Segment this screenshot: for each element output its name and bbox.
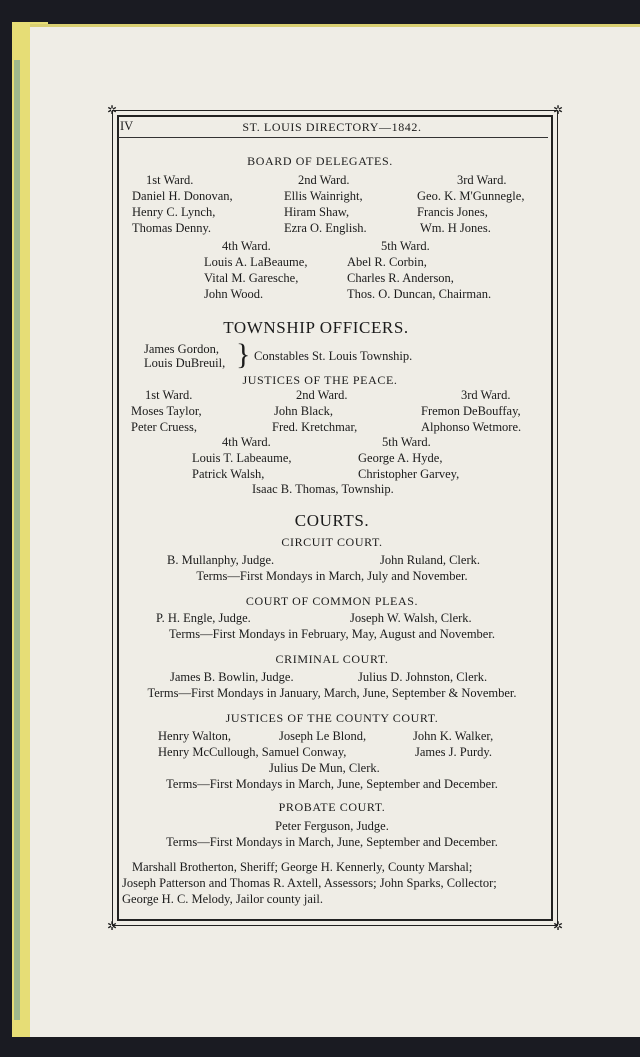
delegate: John Wood. xyxy=(204,287,264,301)
courts-heading: COURTS. xyxy=(294,511,370,530)
constable: Louis DuBreuil, xyxy=(144,356,226,370)
terms: Terms—First Mondays in March, June, September and December. xyxy=(166,835,498,849)
county-justice: John K. Walker, xyxy=(413,729,494,743)
clerk: John Ruland, Clerk. xyxy=(380,553,480,567)
delegate: Louis A. LaBeaume, xyxy=(204,255,308,269)
delegate: Francis Jones, xyxy=(417,205,488,219)
justice: Isaac B. Thomas, Township. xyxy=(252,482,394,496)
board-heading: BOARD OF DELEGATES. xyxy=(247,154,393,168)
judge: B. Mullanphy, Judge. xyxy=(167,553,275,567)
common-pleas-heading: COURT OF COMMON PLEAS. xyxy=(245,594,419,608)
ward-label: 4th Ward. xyxy=(222,435,271,449)
justice: Fred. Kretchmar, xyxy=(272,420,358,434)
delegate: Vital M. Garesche, xyxy=(204,271,299,285)
probate-heading: PROBATE COURT. xyxy=(278,800,386,814)
justice: George A. Hyde, xyxy=(358,451,443,465)
clerk: Julius De Mun, Clerk. xyxy=(269,761,380,775)
justice: Peter Cruess, xyxy=(131,420,197,434)
ward-label: 2nd Ward. xyxy=(298,173,350,187)
delegate: Ezra O. English. xyxy=(284,221,367,235)
page-number: IV xyxy=(120,119,134,133)
county-justice: James J. Purdy. xyxy=(415,745,492,759)
terms: Terms—First Mondays in January, March, June, September & November. xyxy=(147,686,517,700)
criminal-heading: CRIMINAL COURT. xyxy=(275,652,389,666)
page-title: ST. LOUIS DIRECTORY—1842. xyxy=(242,120,422,134)
delegate: Wm. H Jones. xyxy=(420,221,491,235)
judge: P. H. Engle, Judge. xyxy=(156,611,251,625)
ward-label: 5th Ward. xyxy=(381,239,430,253)
delegate: Charles R. Anderson, xyxy=(347,271,454,285)
delegate: Hiram Shaw, xyxy=(284,205,350,219)
corner-ornament-icon: ✲ xyxy=(552,919,564,933)
township-heading: TOWNSHIP OFFICERS. xyxy=(223,318,409,337)
justice: Fremon DeBouffay, xyxy=(421,404,521,418)
delegate: Thos. O. Duncan, Chairman. xyxy=(347,287,492,301)
ward-label: 3rd Ward. xyxy=(457,173,507,187)
county-justice: Joseph Le Blond, xyxy=(279,729,367,743)
delegate: Thomas Denny. xyxy=(132,221,212,235)
delegate: Ellis Wainright, xyxy=(284,189,363,203)
justice: Patrick Walsh, xyxy=(192,467,265,481)
ward-label: 1st Ward. xyxy=(146,173,194,187)
county-officers-line: Marshall Brotherton, Sheriff; George H. Kennerly, County Marshal; xyxy=(132,860,473,874)
circuit-heading: CIRCUIT COURT. xyxy=(281,535,383,549)
county-court-heading: JUSTICES OF THE COUNTY COURT. xyxy=(225,711,439,725)
judge: James B. Bowlin, Judge. xyxy=(170,670,294,684)
county-justice: Henry McCullough, Samuel Conway, xyxy=(158,745,347,759)
ward-label: 5th Ward. xyxy=(382,435,431,449)
ward-label: 2nd Ward. xyxy=(296,388,348,402)
justice: Louis T. Labeaume, xyxy=(192,451,292,465)
corner-ornament-icon: ✲ xyxy=(552,103,564,117)
county-officers-line: George H. C. Melody, Jailor county jail. xyxy=(122,892,324,906)
corner-ornament-icon: ✲ xyxy=(106,103,118,117)
justice: John Black, xyxy=(274,404,334,418)
delegate: Daniel H. Donovan, xyxy=(132,189,233,203)
justice: Alphonso Wetmore. xyxy=(421,420,522,434)
delegate: Henry C. Lynch, xyxy=(132,205,216,219)
clerk: Joseph W. Walsh, Clerk. xyxy=(350,611,472,625)
delegate: Geo. K. M'Gunnegle, xyxy=(417,189,525,203)
terms: Terms—First Mondays in March, July and November. xyxy=(196,569,468,583)
brace-icon: } xyxy=(236,338,251,371)
justices-heading: JUSTICES OF THE PEACE. xyxy=(242,373,398,387)
clerk: Julius D. Johnston, Clerk. xyxy=(358,670,488,684)
county-justice: Henry Walton, xyxy=(158,729,232,743)
judge: Peter Ferguson, Judge. xyxy=(275,819,389,833)
ward-label: 1st Ward. xyxy=(145,388,193,402)
constables-label: Constables St. Louis Township. xyxy=(254,349,413,363)
justice: Moses Taylor, xyxy=(131,404,202,418)
terms: Terms—First Mondays in March, June, September and December. xyxy=(166,777,498,791)
corner-ornament-icon: ✲ xyxy=(106,919,118,933)
header-rule xyxy=(118,137,548,138)
delegate: Abel R. Corbin, xyxy=(347,255,427,269)
terms: Terms—First Mondays in February, May, August and November. xyxy=(169,627,495,641)
ward-label: 3rd Ward. xyxy=(461,388,511,402)
ward-label: 4th Ward. xyxy=(222,239,271,253)
constable: James Gordon, xyxy=(144,342,219,356)
county-officers-line: Joseph Patterson and Thomas R. Axtell, Assessors; John Sparks, Collector; xyxy=(122,876,497,890)
justice: Christopher Garvey, xyxy=(358,467,460,481)
